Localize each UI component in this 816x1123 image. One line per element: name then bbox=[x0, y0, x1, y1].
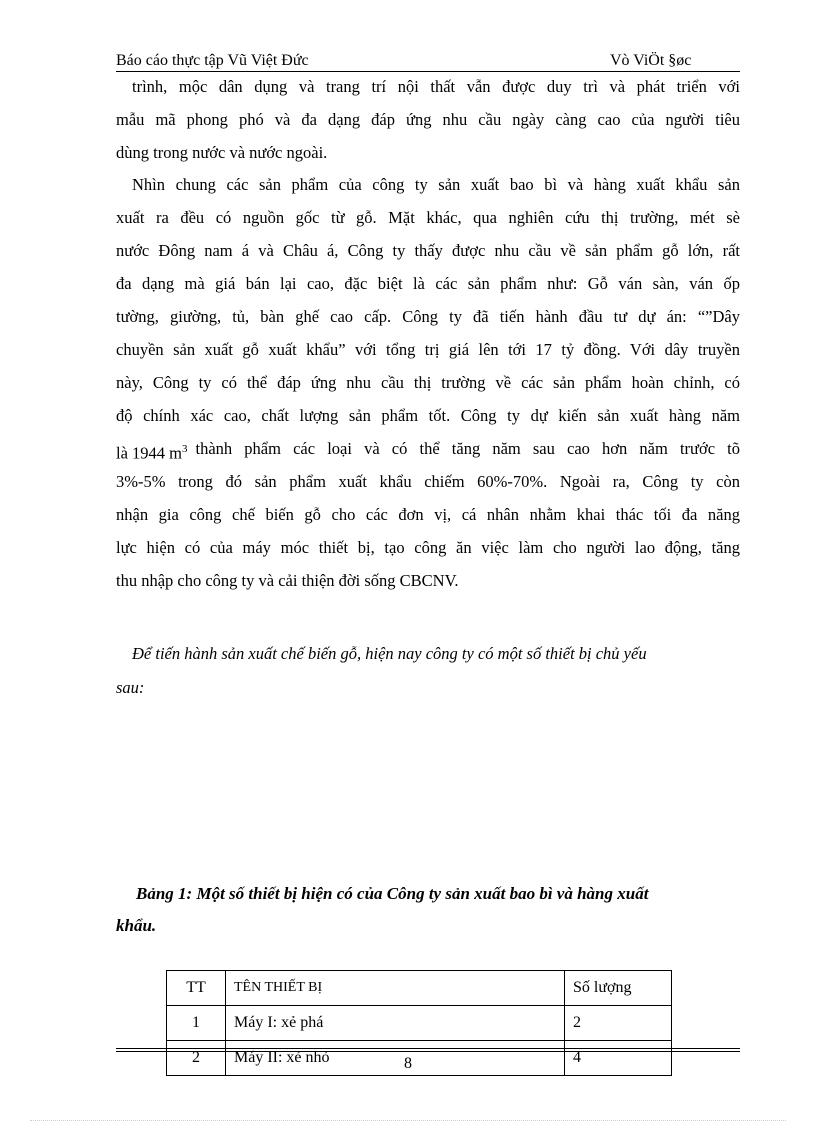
page-header bbox=[116, 50, 740, 72]
paragraph-line: 3%-5% trong đó sản phẩm xuất khẩu chiếm 60%-70%. Ngoài ra, Công ty còn bbox=[116, 472, 740, 491]
table-cell-name: Máy II: xẻ nhỏ bbox=[226, 1041, 565, 1076]
paragraph-line: đa dạng mà giá bán lại cao, đặc biệt là các sản phẩm như: Gỗ ván sàn, ván ốp bbox=[116, 274, 740, 293]
table-caption: khẩu. bbox=[116, 916, 157, 935]
paragraph-line: mẫu mã phong phó và đa dạng đáp ứng nhu cầu ngày càng cao của người tiêu bbox=[116, 110, 740, 129]
table-cell-qty: 2 bbox=[565, 1006, 672, 1041]
page-bottom-border bbox=[30, 1120, 786, 1121]
page-number: 8 bbox=[404, 1055, 412, 1072]
paragraph-line: trình, mộc dân dụng và trang trí nội thất vẫn được duy trì và phát triển với bbox=[132, 77, 740, 96]
header-left-text: Báo cáo thực tập Vũ Việt Đức bbox=[116, 52, 309, 69]
column-header-tt: TT bbox=[167, 971, 226, 1006]
volume-text: là 1944 $m^3$ bbox=[116, 443, 188, 463]
paragraph-line: độ chính xác cao, chất lượng sản phẩm tốt. Công ty dự kiến sản xuất hàng năm bbox=[116, 406, 740, 425]
column-header-name: TÊN THIẾT BỊ bbox=[226, 971, 565, 1006]
footer-rule bbox=[116, 1051, 740, 1052]
paragraph-line: lực hiện có của máy móc thiết bị, tạo công ăn việc làm cho người lao động, tăng bbox=[116, 538, 740, 557]
header-rule bbox=[116, 71, 740, 72]
volume-superscript: 3 bbox=[182, 443, 188, 455]
header-right-text: Vò ViÖt §øc bbox=[610, 52, 692, 69]
equipment-table-container bbox=[166, 970, 672, 1066]
paragraph-line: nhận gia công chế biến gỗ cho các đơn vị, cá nhân nhằm khai thác tối đa năng bbox=[116, 505, 740, 524]
intro-italic-line: Để tiến hành sản xuất chế biến gỗ, hiện nay công ty có một số thiết bị chủ yếu bbox=[132, 644, 647, 663]
table-caption: Bảng 1: Một số thiết bị hiện có của Công ty sản xuất bao bì và hàng xuất bbox=[136, 884, 649, 903]
table-cell-name: Máy I: xẻ phá bbox=[226, 1006, 565, 1041]
paragraph-line: thu nhập cho công ty và cải thiện đời sống CBCNV. bbox=[116, 571, 459, 590]
footer-rule bbox=[116, 1048, 740, 1049]
paragraph-line: dùng trong nước và nước ngoài. bbox=[116, 143, 328, 162]
table-row bbox=[167, 1006, 672, 1041]
intro-italic-line: sau: bbox=[116, 678, 145, 697]
table-header-row bbox=[167, 971, 672, 1006]
paragraph-line: xuất ra đều có nguồn gốc từ gỗ. Mặt khác, qua nghiên cứu thị trường, mét sè bbox=[116, 208, 740, 227]
paragraph-line: chuyền sản xuất gỗ xuất khẩu” với tổng trị giá lên tới 17 tỷ đồng. Với dây truyền bbox=[116, 340, 740, 359]
paragraph-line: Nhìn chung các sản phẩm của công ty sản xuất bao bì và hàng xuất khẩu sản bbox=[132, 175, 740, 194]
paragraph-line: tường, giường, tủ, bàn ghế cao cấp. Công ty đã tiến hành đầu tư dự án: “”Dây bbox=[116, 307, 740, 326]
column-header-qty: Số lượng bbox=[565, 971, 672, 1006]
table-cell-tt: 1 bbox=[167, 1006, 226, 1041]
paragraph-line: nước Đông nam á và Châu á, Công ty thấy được nhu cầu về sản phẩm gỗ lớn, rất bbox=[116, 241, 740, 260]
paragraph-line-volume bbox=[116, 437, 740, 461]
table-cell-tt: 2 bbox=[167, 1041, 226, 1076]
paragraph-line: này, Công ty có thể đáp ứng nhu cầu thị trường về các sản phẩm hoàn chỉnh, có bbox=[116, 373, 740, 392]
paragraph-line: thành phẩm các loại và có thể tăng năm sau cao hơn năm trước tõ bbox=[195, 439, 740, 458]
table-cell-qty: 4 bbox=[565, 1041, 672, 1076]
